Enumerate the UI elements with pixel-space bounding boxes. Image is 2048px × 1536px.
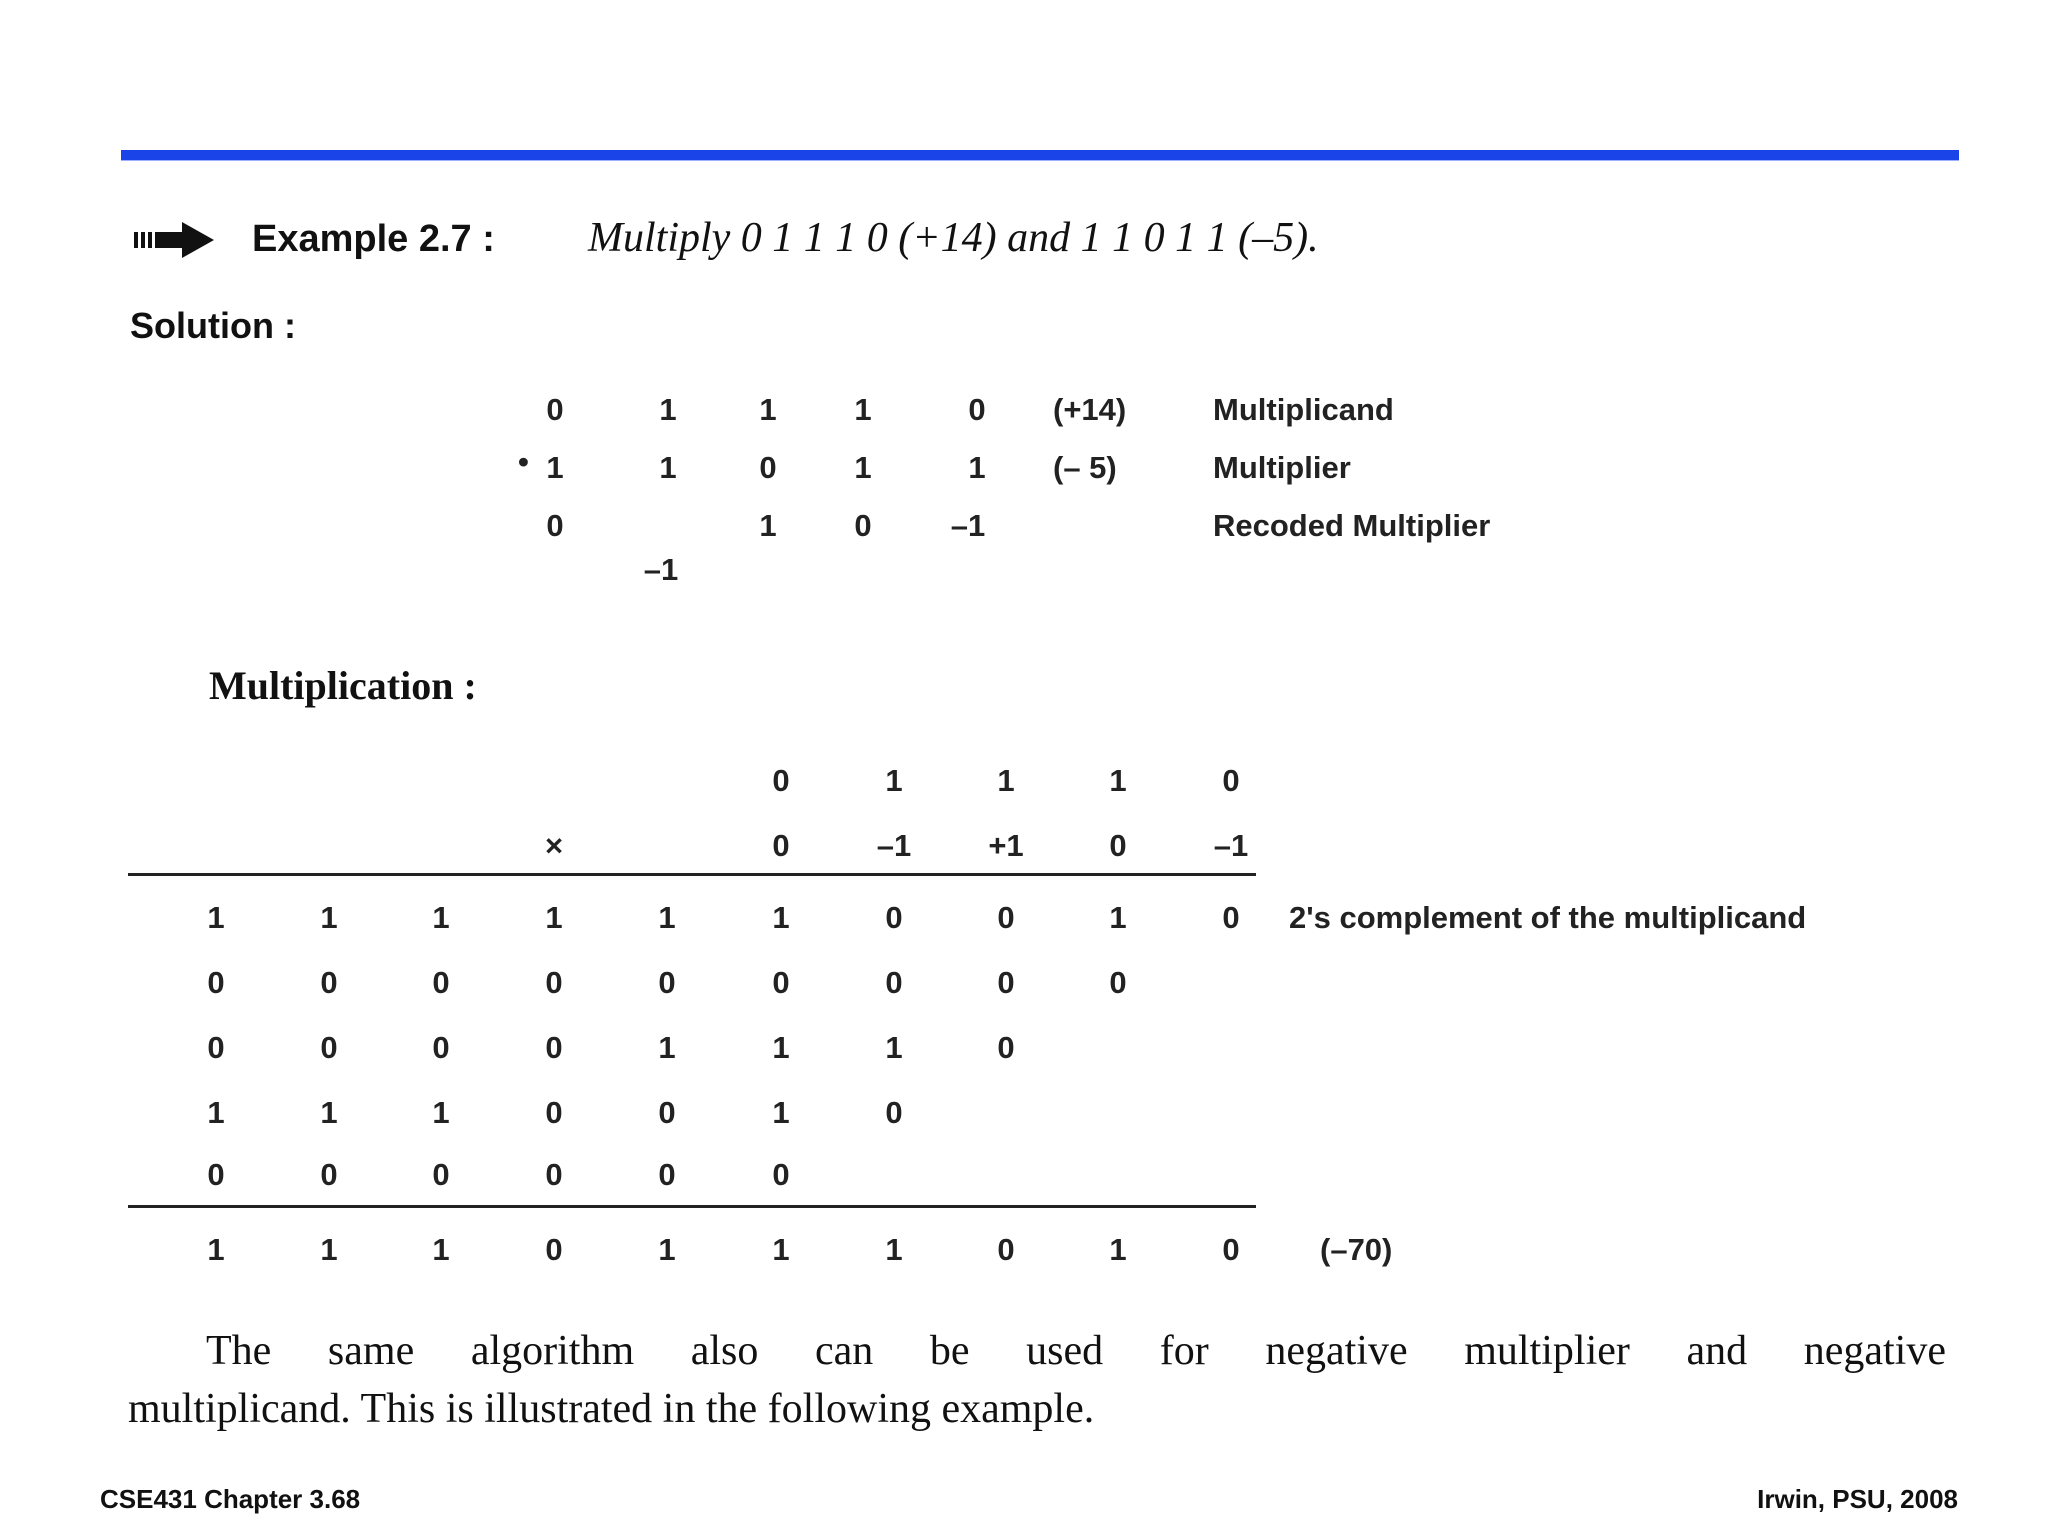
multiplier-bit: 1 <box>546 450 564 485</box>
result-bit: 1 <box>207 1232 225 1267</box>
multiplicand-bit: 0 <box>546 392 564 427</box>
footer-credit: Irwin, PSU, 2008 <box>1757 1484 1958 1514</box>
multiplier-label: Multiplier <box>1213 450 1351 485</box>
solution-heading: Solution : <box>130 305 296 346</box>
partial-product-bit: 0 <box>658 1157 676 1192</box>
result-bit: 1 <box>772 1232 790 1267</box>
partial-product-bit: 0 <box>885 965 903 1000</box>
multiplicand-row-bit: 1 <box>997 763 1015 798</box>
result-value: (–70) <box>1320 1232 1393 1267</box>
partial-product-bit: 0 <box>885 900 903 935</box>
partial-product-bit: 1 <box>207 900 225 935</box>
sum-divider-line <box>128 1205 1256 1208</box>
partial-product-bit: 0 <box>432 1157 450 1192</box>
recoded-bit: 0 <box>546 508 564 543</box>
paragraph-line-2: multiplicand. This is illustrated in the following example. <box>128 1386 1095 1432</box>
multiplicand-label: Multiplicand <box>1213 392 1394 427</box>
partial-product-bit: 0 <box>320 965 338 1000</box>
title-divider-line <box>121 150 1959 160</box>
recoded-row-bit: 0 <box>772 828 790 863</box>
footer-course: CSE431 Chapter 3.68 <box>100 1484 361 1514</box>
multiplicand-bit: 0 <box>968 392 986 427</box>
multiplicand-value: (+14) <box>1053 392 1127 427</box>
recoded-bit: 0 <box>854 508 872 543</box>
multiplier-bit: 1 <box>968 450 986 485</box>
partial-product-bit: 0 <box>772 1157 790 1192</box>
multiplicand-row-bit: 1 <box>885 763 903 798</box>
multiplicand-bit: 1 <box>659 392 677 427</box>
multiplier-value: (– 5) <box>1053 450 1117 485</box>
partial-product-bit: 1 <box>1109 900 1127 935</box>
multiplicand-row-bit: 0 <box>772 763 790 798</box>
recoded-row-bit: –1 <box>876 828 912 863</box>
result-bit: 1 <box>320 1232 338 1267</box>
operand-divider-line <box>128 873 1256 876</box>
recoded-row-bit: +1 <box>988 828 1024 863</box>
multiplier-mark: • <box>518 444 529 479</box>
partial-product-bit: 0 <box>320 1157 338 1192</box>
result-bit: 1 <box>1109 1232 1127 1267</box>
paragraph-line-1: The same algorithm also can be used for negative multiplier and negative <box>206 1328 1946 1374</box>
recoded-bit: –1 <box>950 508 986 543</box>
partial-product-bit: 0 <box>997 1030 1015 1065</box>
partial-product-bit: 0 <box>207 1030 225 1065</box>
partial-product-bit: 1 <box>772 1030 790 1065</box>
partial-product-bit: 0 <box>658 965 676 1000</box>
multiplicand-row-bit: 0 <box>1222 763 1240 798</box>
example-statement: Multiply 0 1 1 1 0 (+14) and 1 1 0 1 1 (–5). <box>588 215 1319 261</box>
example-label: Example 2.7 : <box>252 218 495 260</box>
partial-product-bit: 1 <box>432 1095 450 1130</box>
explanation-paragraph <box>128 1322 1946 1438</box>
partial-product-bit: 1 <box>658 1030 676 1065</box>
partial-product-bit: 0 <box>432 1030 450 1065</box>
partial-product-bit: 1 <box>658 900 676 935</box>
partial-product-bit: 1 <box>885 1030 903 1065</box>
result-bit: 0 <box>545 1232 563 1267</box>
multiplier-bit: 1 <box>854 450 872 485</box>
partial-product-bit: 0 <box>885 1095 903 1130</box>
complement-note: 2's complement of the multiplicand <box>1289 900 1807 935</box>
partial-product-bit: 1 <box>207 1095 225 1130</box>
partial-product-bit: 0 <box>1222 900 1240 935</box>
multiplicand-bit: 1 <box>759 392 777 427</box>
partial-product-bit: 0 <box>545 1030 563 1065</box>
multiplicand-row-bit: 1 <box>1109 763 1127 798</box>
multiplicand-bit: 1 <box>854 392 872 427</box>
result-bit: 1 <box>885 1232 903 1267</box>
partial-product-bit: 0 <box>545 1157 563 1192</box>
partial-product-bit: 1 <box>432 900 450 935</box>
partial-product-bit: 1 <box>772 900 790 935</box>
partial-product-bit: 1 <box>320 1095 338 1130</box>
partial-product-bit: 0 <box>432 965 450 1000</box>
recoded-row-bit: 0 <box>1109 828 1127 863</box>
partial-product-bit: 0 <box>997 900 1015 935</box>
arrow-bullet-icon <box>134 222 214 258</box>
partial-product-bit: 1 <box>545 900 563 935</box>
result-bit: 0 <box>997 1232 1015 1267</box>
result-bit: 1 <box>658 1232 676 1267</box>
partial-product-bit: 0 <box>545 965 563 1000</box>
recoded-label: Recoded Multiplier <box>1213 508 1491 543</box>
partial-product-bit: 0 <box>320 1030 338 1065</box>
partial-product-bit: 0 <box>658 1095 676 1130</box>
partial-product-bit: 1 <box>772 1095 790 1130</box>
partial-product-bit: 0 <box>545 1095 563 1130</box>
multiply-sign: × <box>544 828 564 863</box>
recoded-bit: 1 <box>759 508 777 543</box>
partial-product-bit: 0 <box>207 1157 225 1192</box>
partial-product-bit: 1 <box>320 900 338 935</box>
partial-product-bit: 0 <box>1109 965 1127 1000</box>
result-bit: 0 <box>1222 1232 1240 1267</box>
recoded-row-bit: –1 <box>1213 828 1249 863</box>
multiplication-heading: Multiplication : <box>209 663 477 708</box>
result-bit: 1 <box>432 1232 450 1267</box>
multiplier-bit: 1 <box>659 450 677 485</box>
partial-product-bit: 0 <box>207 965 225 1000</box>
multiplier-bit: 0 <box>759 450 777 485</box>
recoded-bit-lowered: –1 <box>643 552 679 587</box>
partial-product-bit: 0 <box>997 965 1015 1000</box>
partial-product-bit: 0 <box>772 965 790 1000</box>
